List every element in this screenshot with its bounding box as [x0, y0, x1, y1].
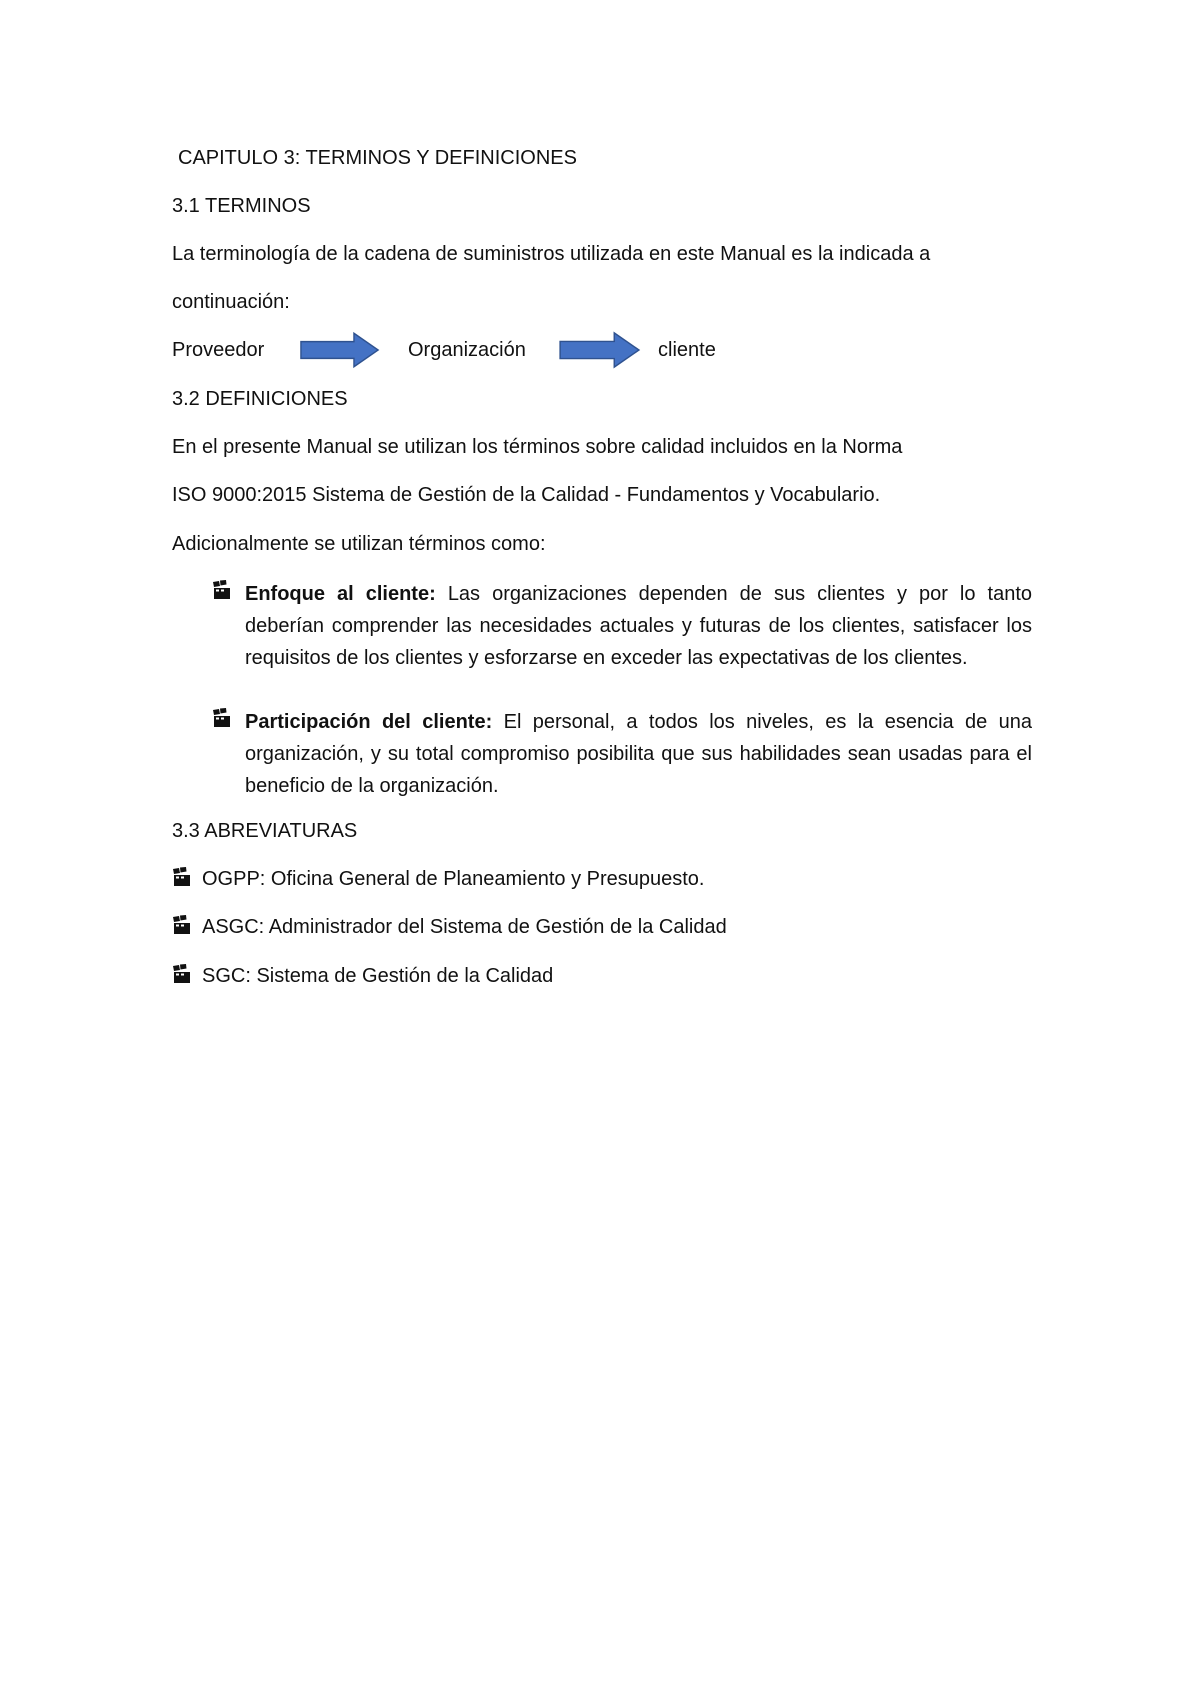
flow-step-organizacion: Organización	[408, 339, 526, 361]
definitions-intro-line-3: Adicionalmente se utilizan términos como:	[172, 533, 546, 555]
definition-term: Participación del cliente:	[245, 711, 493, 733]
abbreviation-item	[172, 914, 727, 940]
definition-text: Las organizaciones dependen de sus clientes y por lo tanto deberían comprender las necesidades actuales y futuras de los clientes, satisfacer los requisitos de los clientes y esforzarse en exceder las expectativas de los clientes.	[245, 583, 1032, 669]
definition-item	[212, 706, 1032, 802]
abbreviation-text: OGPP: Oficina General de Planeamiento y Presupuesto.	[202, 868, 705, 890]
clapperboard-icon	[172, 915, 192, 935]
section-heading-terminos: 3.1 TERMINOS	[172, 195, 311, 217]
abbreviation-item	[172, 963, 553, 989]
right-arrow-icon	[556, 331, 644, 369]
terminology-intro-line-1: La terminología de la cadena de suministros utilizada en este Manual es la indicada a	[172, 243, 931, 265]
definition-term: Enfoque al cliente:	[245, 583, 436, 605]
clapperboard-icon	[212, 708, 232, 728]
flow-step-cliente: cliente	[658, 339, 716, 361]
flow-step-proveedor: Proveedor	[172, 339, 265, 361]
supply-chain-flow	[172, 337, 1072, 367]
abbreviation-item	[172, 866, 705, 892]
definition-text: El personal, a todos los niveles, es la esencia de una organización, y su total compromiso posibilita que sus habilidades sean usadas para el beneficio de la organización.	[245, 711, 1033, 797]
right-arrow-icon	[300, 331, 380, 369]
terminology-intro-line-2: continuación:	[172, 291, 290, 313]
clapperboard-icon	[172, 867, 192, 887]
abbreviation-text: ASGC: Administrador del Sistema de Gestión de la Calidad	[202, 916, 727, 938]
clapperboard-icon	[172, 964, 192, 984]
section-heading-definiciones: 3.2 DEFINICIONES	[172, 388, 348, 410]
section-heading-abreviaturas: 3.3 ABREVIATURAS	[172, 820, 358, 842]
definitions-intro-line-2: ISO 9000:2015 Sistema de Gestión de la Calidad - Fundamentos y Vocabulario.	[172, 484, 881, 506]
abbreviation-text: SGC: Sistema de Gestión de la Calidad	[202, 965, 554, 987]
definition-item	[212, 578, 1032, 674]
clapperboard-icon	[212, 580, 232, 600]
chapter-title: CAPITULO 3: TERMINOS Y DEFINICIONES	[178, 147, 577, 169]
definitions-intro-line-1: En el presente Manual se utilizan los términos sobre calidad incluidos en la Norma	[172, 436, 903, 458]
